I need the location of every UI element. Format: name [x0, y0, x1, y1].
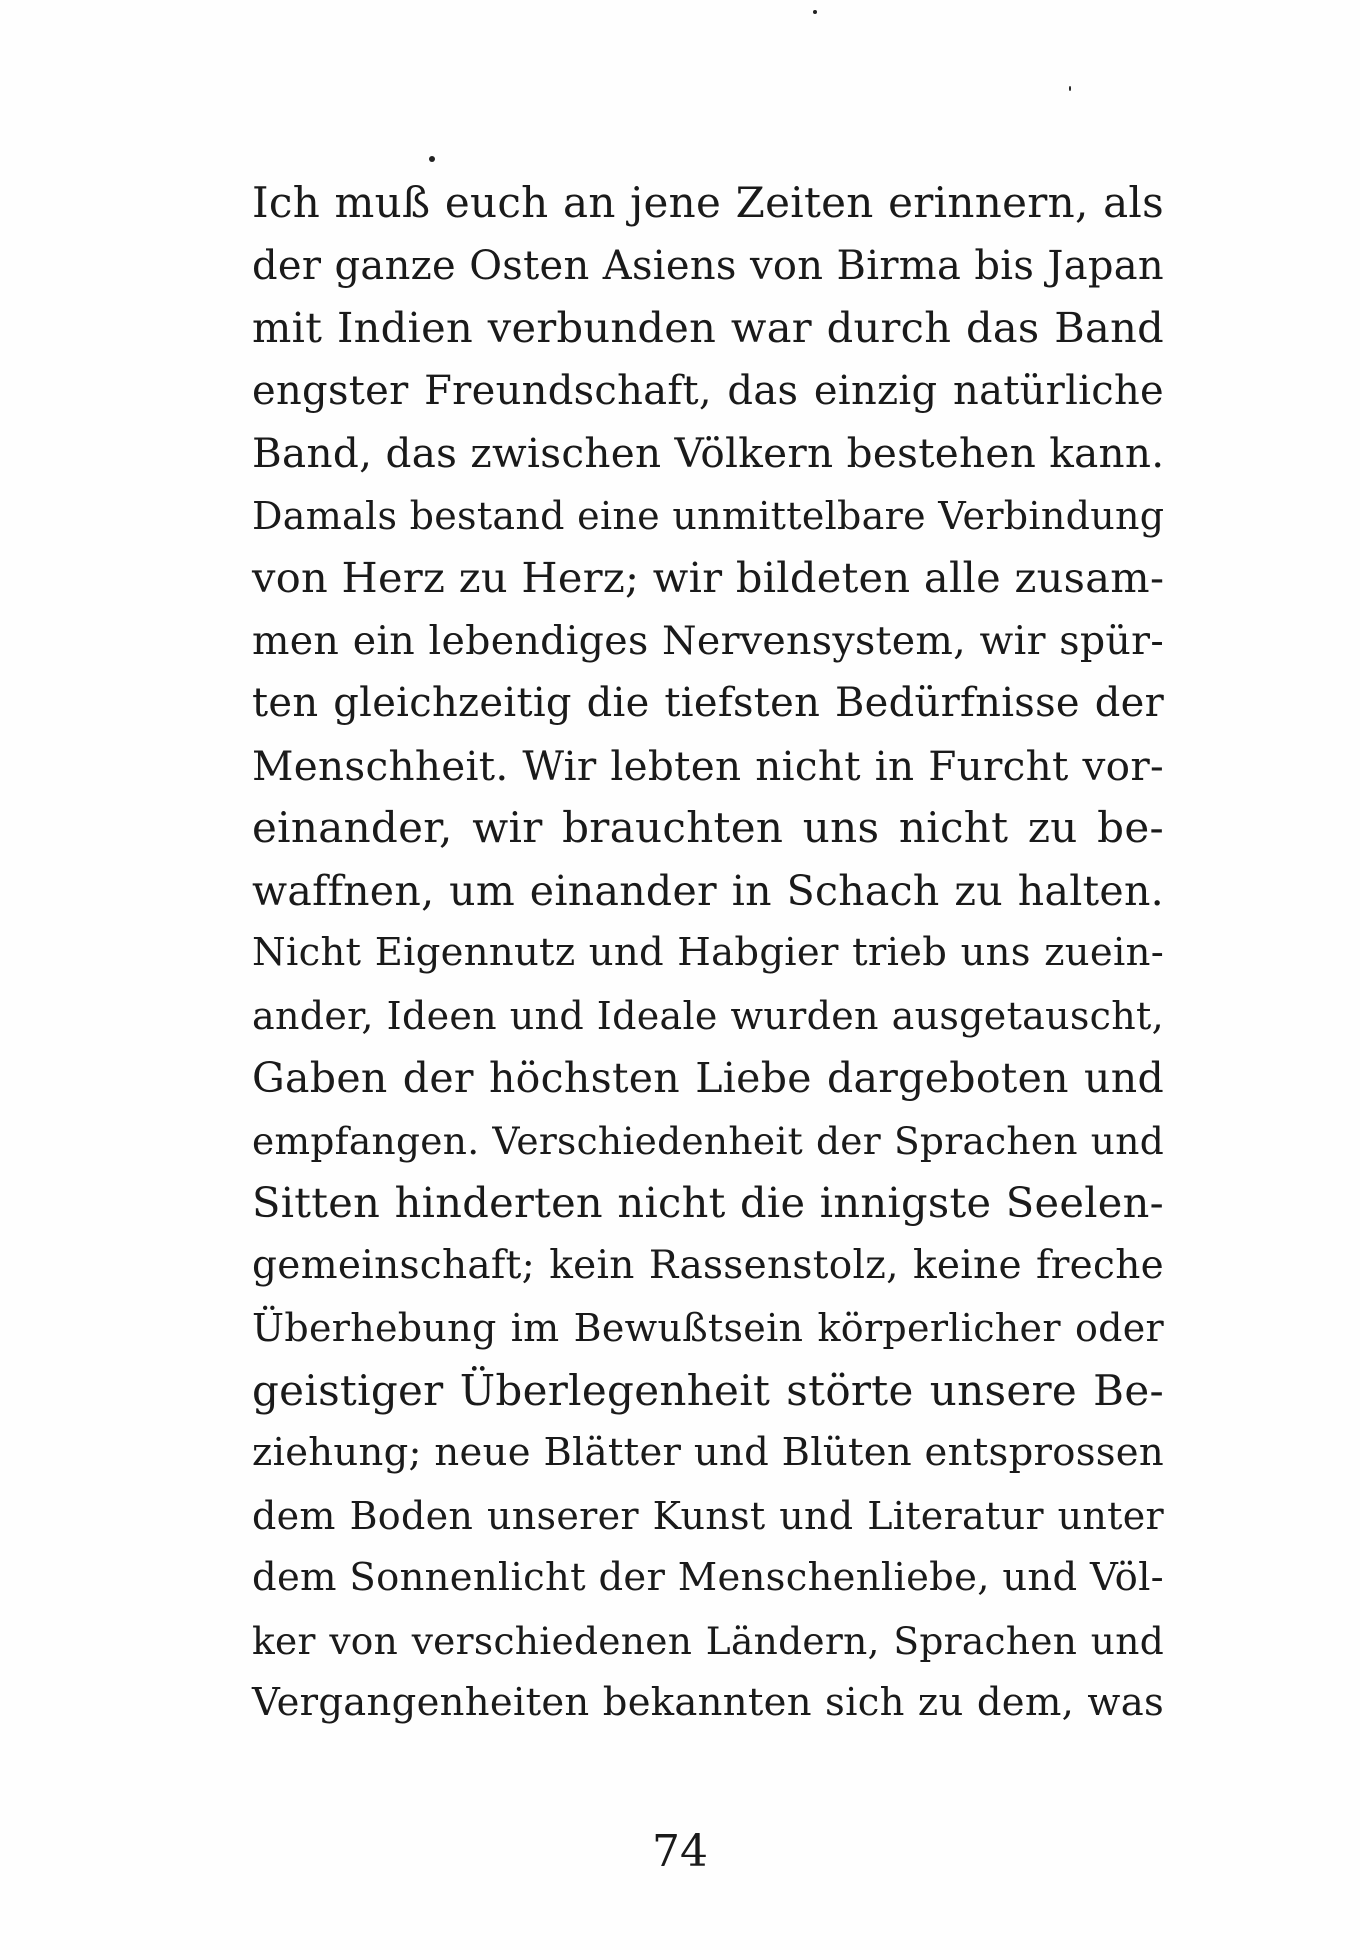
text-line: ten gleichzeitig die tiefsten Bedürfnisse der: [252, 680, 1164, 726]
body-text: [252, 172, 1164, 1735]
text-line: Vergangenheiten bekannten sich zu dem, was: [252, 1680, 1164, 1725]
text-line: waffnen, um einander in Schach zu halten.: [252, 866, 1164, 915]
text-line: Damals bestand eine unmittelbare Verbindung: [252, 493, 1165, 538]
print-speck: [813, 10, 817, 14]
print-speck: [1069, 86, 1071, 91]
text-line: der ganze Osten Asiens von Birma bis Japan: [252, 242, 1164, 289]
page-number: 74: [652, 1826, 708, 1877]
text-line: dem Boden unserer Kunst und Literatur unter: [252, 1493, 1164, 1538]
text-line: Sitten hinderten nicht die innigste Seelen-: [252, 1178, 1164, 1227]
text-line: geistiger Überlegenheit störte unsere Be-: [252, 1365, 1164, 1415]
text-line: ker von verschiedenen Ländern, Sprachen und: [252, 1618, 1164, 1663]
text-line: von Herz zu Herz; wir bildeten alle zusam-: [252, 553, 1165, 602]
text-line: Band, das zwischen Völkern bestehen kann.: [252, 429, 1165, 477]
print-speck: [429, 156, 435, 162]
text-line: ander, Ideen und Ideale wurden ausgetauscht,: [252, 993, 1164, 1038]
text-line: Überhebung im Bewußtsein körperlicher oder: [252, 1306, 1164, 1350]
text-line: dem Sonnenlicht der Menschenliebe, und Völ-: [252, 1555, 1164, 1600]
text-line: Nicht Eigennutz und Habgier trieb uns zuein-: [252, 930, 1164, 975]
text-line: Menschheit. Wir lebten nicht in Furcht vor-: [252, 741, 1164, 790]
text-line: Gaben der höchsten Liebe dargeboten und: [252, 1054, 1164, 1102]
text-line: mit Indien verbunden war durch das Band: [252, 303, 1164, 352]
text-line: empfangen. Verschiedenheit der Sprachen und: [252, 1118, 1164, 1163]
text-line: ziehung; neue Blätter und Blüten entsprossen: [252, 1430, 1164, 1475]
text-line: men ein lebendiges Nervensystem, wir spür-: [252, 617, 1164, 664]
text-line: gemeinschaft; kein Rassenstolz, keine freche: [252, 1242, 1164, 1288]
text-line: einander, wir brauchten uns nicht zu be-: [252, 803, 1164, 852]
text-line: Ich muß euch an jene Zeiten erinnern, als: [252, 178, 1164, 227]
text-line: engster Freundschaft, das einzig natürliche: [252, 367, 1164, 414]
